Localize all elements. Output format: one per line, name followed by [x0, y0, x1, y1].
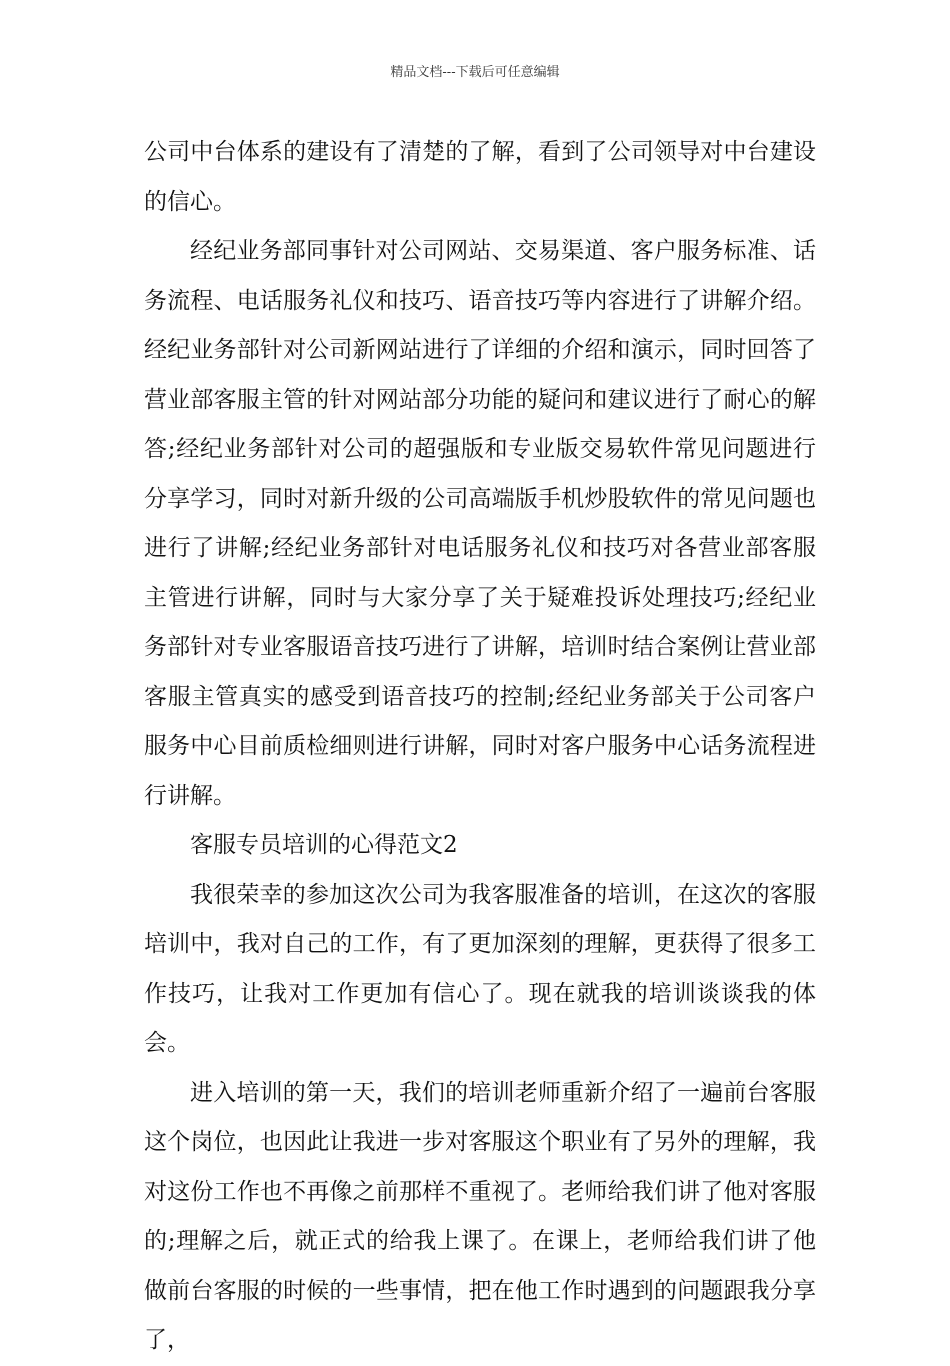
- paragraph-intro: 我很荣幸的参加这次公司为我客服准备的培训，在这次的客服培训中，我对自己的工作，有了更加深刻的理解，更获得了很多工作技巧，让我对工作更加有信心了。现在就我的培训谈谈我的体会。: [144, 881, 816, 1056]
- section-heading: 客服专员培训的心得范文2: [190, 832, 458, 858]
- page-header: 精品文档---下载后可任意编辑: [390, 65, 560, 80]
- document-body: [144, 128, 816, 1366]
- paragraph-brokerage-training: 经纪业务部同事针对公司网站、交易渠道、客户服务标准、话务流程、电话服务礼仪和技巧、语音技巧等内容进行了讲解介绍。经纪业务部针对公司新网站进行了详细的介绍和演示，同时回答了营业部客服主管的针对网站部分功能的疑问和建议进行了耐心的解答;经纪业务部针对公司的超强版和专业版交易软件常见问题进行分享学习，同时对新升级的公司高端版手机炒股软件的常见问题也进行了讲解;经纪业务部针对电话服务礼仪和技巧对各营业部客服主管进行讲解，同时与大家分享了关于疑难投诉处理技巧;经纪业务部针对专业客服语音技巧进行了讲解，培训时结合案例让营业部客服主管真实的感受到语音技巧的控制;经纪业务部关于公司客户服务中心目前质检细则进行讲解，同时对客户服务中心话务流程进行讲解。: [144, 238, 816, 809]
- paragraph-first-day: 进入培训的第一天，我们的培训老师重新介绍了一遍前台客服这个岗位，也因此让我进一步对客服这个职业有了另外的理解，我对这份工作也不再像之前那样不重视了。老师给我们讲了他对客服的;理解之后，就正式的给我上课了。在课上，老师给我们讲了他做前台客服的时候的一些事情，把在他工作时遇到的问题跟我分享了，: [144, 1079, 816, 1353]
- paragraph-continuation: 公司中台体系的建设有了清楚的了解，看到了公司领导对中台建设的信心。: [144, 139, 816, 215]
